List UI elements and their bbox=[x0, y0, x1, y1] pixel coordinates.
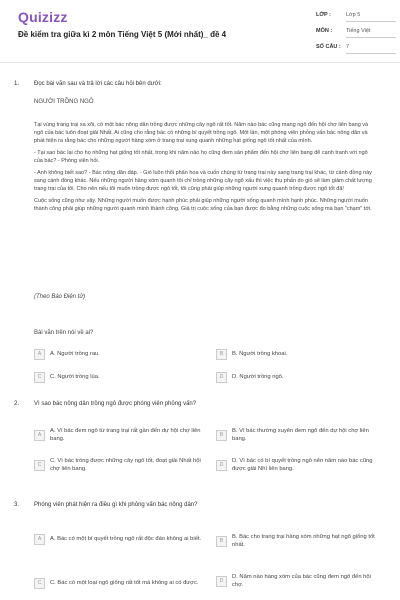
passage-paragraph: Cuộc sống cũng như vậy. Những người muốn được hạnh phúc phải giúp những người sống quanh mình hạnh phúc. Những người muốn thành công phải giúp những người quanh mình thành công. Giá trị cuộc sống của bạn được đo bằng những cuộc sống mà bạn "chạm" tới. bbox=[34, 198, 372, 212]
question-prompt: Đọc bài văn sau và trả lời các câu hỏi bên dưới: bbox=[34, 81, 162, 87]
option-text: B. Bác cho trang trại hàng xóm những hạt ngô giống tốt nhất. bbox=[232, 534, 375, 548]
answer-option[interactable] bbox=[216, 574, 376, 589]
meta-key: LỚP : bbox=[316, 12, 331, 18]
option-text: B. Người trồng khoai. bbox=[232, 350, 288, 357]
meta-value: 7 bbox=[346, 44, 396, 54]
option-text: A. Bác có một bí quyết trồng ngô rất độc đáo không ai biết. bbox=[50, 535, 202, 542]
meta-row-class bbox=[316, 12, 396, 28]
worksheet-meta bbox=[316, 12, 396, 60]
option-letter-box: B bbox=[216, 536, 227, 547]
option-letter-box: A bbox=[34, 534, 45, 545]
reading-passage bbox=[34, 121, 372, 217]
meta-row-count bbox=[316, 44, 396, 60]
quizizz-logo: Quizizz bbox=[18, 9, 68, 25]
option-text: C. Vì bác trồng được những cây ngô tốt, đoạt giải Nhất hội chợ liên bang. bbox=[50, 458, 201, 472]
option-letter-box: B bbox=[216, 349, 227, 360]
option-letter-box: C bbox=[34, 372, 45, 383]
option-letter-box: C bbox=[34, 578, 45, 589]
answer-option[interactable] bbox=[34, 578, 209, 589]
answer-option[interactable] bbox=[216, 349, 396, 360]
option-letter-box: B bbox=[216, 430, 227, 441]
meta-key: MÔN : bbox=[316, 28, 333, 34]
option-letter-box: A bbox=[34, 430, 45, 441]
meta-key: SỐ CÂU : bbox=[316, 44, 341, 50]
answer-option[interactable] bbox=[216, 372, 396, 383]
question-number: 3. bbox=[14, 502, 20, 508]
passage-paragraph: - Anh không biết sao? - Bác nông dân đáp. - Gió luôn thổi phấn hoa và cuốn chúng từ trang trại này sang trang trại khác, từ cánh đồng này sang cánh đồng khác. Nếu những người hàng xóm quanh tôi chỉ trồng những cây ngô xấu thì việc thụ phấn do gió sẽ làm giảm chất lượng trang trại của tôi. Cho nên nếu tôi muốn trồng được ngô tốt, tôi cũng phải giúp những người xung quanh trồng được ngô tốt đã! bbox=[34, 170, 372, 192]
option-text: C. Bác có một loại ngô giống rất tốt mà không ai có được. bbox=[50, 579, 199, 586]
passage-title: NGƯỜI TRỒNG NGÔ bbox=[34, 99, 94, 105]
question-prompt: Phóng viên phát hiện ra điều gì khi phỏng vấn bác nông dân? bbox=[34, 502, 198, 508]
answer-option[interactable] bbox=[34, 458, 209, 473]
option-text: D. Năm nào hàng xóm của bác cũng đem ngô đến hội chợ. bbox=[232, 574, 371, 588]
option-letter-box: A bbox=[34, 349, 45, 360]
answer-option[interactable] bbox=[34, 428, 209, 443]
option-text: B. Vì bác thường xuyên đem ngô đến dự hội chợ liên bang. bbox=[232, 428, 369, 442]
option-letter-box: D bbox=[216, 372, 227, 383]
answer-option[interactable] bbox=[216, 458, 376, 473]
answer-option[interactable] bbox=[34, 349, 214, 360]
question-prompt: Vì sao bác nông dân trồng ngô được phóng viên phỏng vấn? bbox=[34, 401, 197, 407]
question-number: 2. bbox=[14, 401, 20, 407]
question-number: 1. bbox=[14, 81, 20, 87]
answer-option[interactable] bbox=[34, 534, 209, 545]
meta-value: Tiếng Việt bbox=[346, 28, 396, 38]
option-letter-box: C bbox=[34, 460, 45, 471]
meta-row-subject bbox=[316, 28, 396, 44]
option-text: D. Người trồng ngô. bbox=[232, 373, 284, 380]
answer-option[interactable] bbox=[34, 372, 214, 383]
passage-paragraph: Tại vùng trang trại xa xôi, có một bác nông dân trồng được những cây ngô rất tốt. Năm nào bác cũng mang ngô đến hội chợ liên bang và ngô của bác luôn đoạt giải Nhất. Ai cũng cho rằng bác có những bí quyết trồng ngô. Một lần, một phóng viên phỏng vấn bác nông dân và phát hiện ra rằng bác cho những người hàng xóm ở trang trại xung quanh những hạt giống ngô tốt nhất của mình. bbox=[34, 122, 369, 144]
answer-option[interactable] bbox=[216, 534, 376, 549]
passage-source: (Theo Báo Điện tử) bbox=[34, 294, 86, 300]
option-text: A. Vì bác đem ngô từ trang trại rất gần đến dự hội chợ liên bang. bbox=[50, 428, 201, 442]
option-letter-box: D bbox=[216, 576, 227, 587]
sub-question: Bài văn trên nói về ai? bbox=[34, 330, 94, 336]
worksheet-title: Đề kiểm tra giữa kì 2 môn Tiếng Việt 5 (Mới nhất)_ đề 4 bbox=[18, 30, 227, 39]
worksheet-header bbox=[0, 0, 400, 63]
answer-option[interactable] bbox=[216, 428, 376, 443]
passage-paragraph: - Tại sao bác lại cho họ những hạt giống tốt nhất, trong khi năm nào họ cũng đem sản phẩm đến hội chợ liên bang để cạnh tranh với ngô của bác? - Phóng viên hỏi. bbox=[34, 150, 368, 164]
option-text: D. Vì bác có bí quyết trồng ngô nên năm nào bác cũng được giải Nhì liên bang. bbox=[232, 458, 373, 472]
option-letter-box: D bbox=[216, 460, 227, 471]
meta-value: Lớp 5 bbox=[346, 12, 396, 22]
option-text: A. Người trồng rau. bbox=[50, 350, 100, 357]
option-text: C. Người trồng lúa. bbox=[50, 373, 100, 380]
